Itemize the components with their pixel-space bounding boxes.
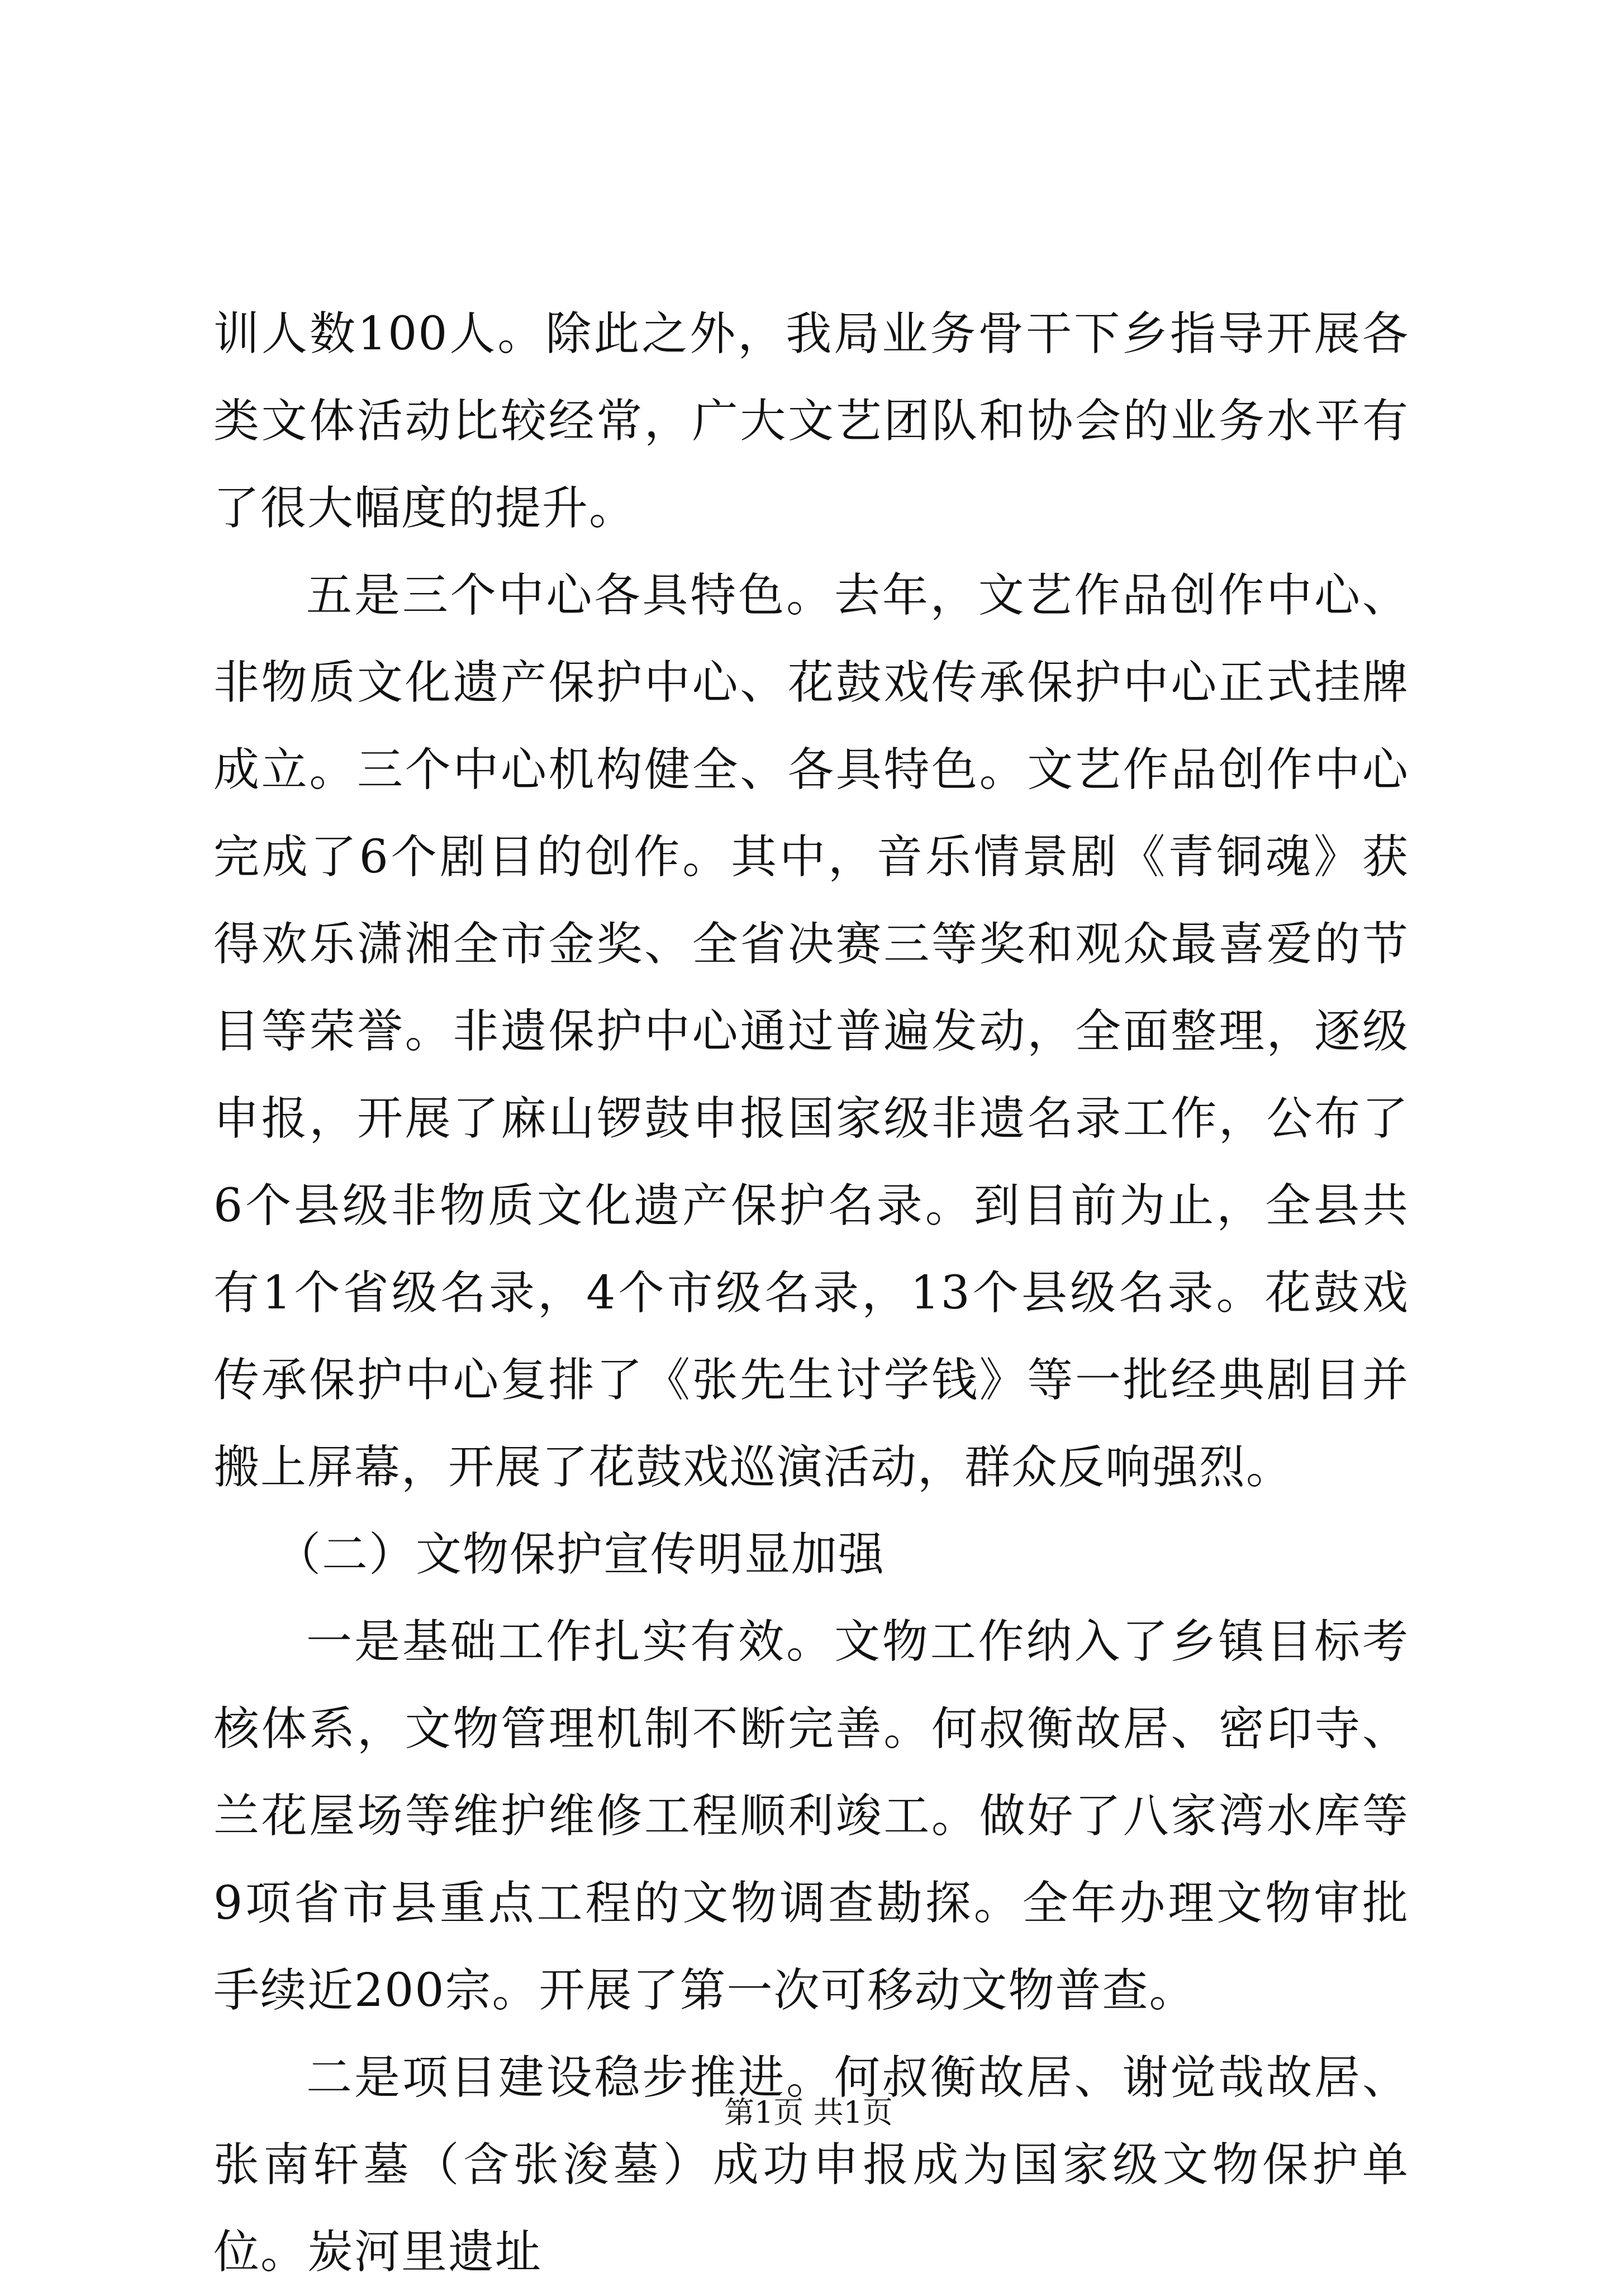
paragraph-project-construction: 二是项目建设稳步推进。何叔衡故居、谢觉哉故居、张南轩墓（含张浚墓）成功申报成为国家级文物保护单位。炭河里遗址 — [213, 2051, 1409, 2279]
page-footer: 第1页 共1页 — [724, 2095, 893, 2130]
document-body — [213, 291, 1409, 2296]
paragraph-three-centers: 五是三个中心各具特色。去年，文艺作品创作中心、非物质文化遗产保护中心、花鼓戏传承保护中心正式挂牌成立。三个中心机构健全、各具特色。文艺作品创作中心完成了6个剧目的创作。其中，音乐情景剧《青铜魂》获得欢乐潇湘全市金奖、全省决赛三等奖和观众最喜爱的节目等荣誉。非遗保护中心通过普遍发动，全面整理，逐级申报，开展了麻山锣鼓申报国家级非遗名录工作，公布了6个县级非物质文化遗产保护名录。到目前为止，全县共有1个省级名录，4个市级名录，13个县级名录。花鼓戏传承保护中心复排了《张先生讨学钱》等一批经典剧目并搬上屏幕，开展了花鼓戏巡演活动，群众反响强烈。 — [213, 569, 1409, 1494]
paragraph-basic-work: 一是基础工作扎实有效。文物工作纳入了乡镇目标考核体系，文物管理机制不断完善。何叔衡故居、密印寺、兰花屋场等维护维修工程顺利竣工。做好了八家湾水库等9项省市县重点工程的文物调查勘探。全年办理文物审批手续近200宗。开展了第一次可移动文物普查。 — [213, 1615, 1409, 2017]
section-subheading: （二）文物保护宣传明显加强 — [275, 1528, 886, 1581]
paragraph-continuation: 训人数100人。除此之外，我局业务骨干下乡指导开展各类文体活动比较经常，广大文艺团队和协会的业务水平有了很大幅度的提升。 — [213, 307, 1409, 535]
